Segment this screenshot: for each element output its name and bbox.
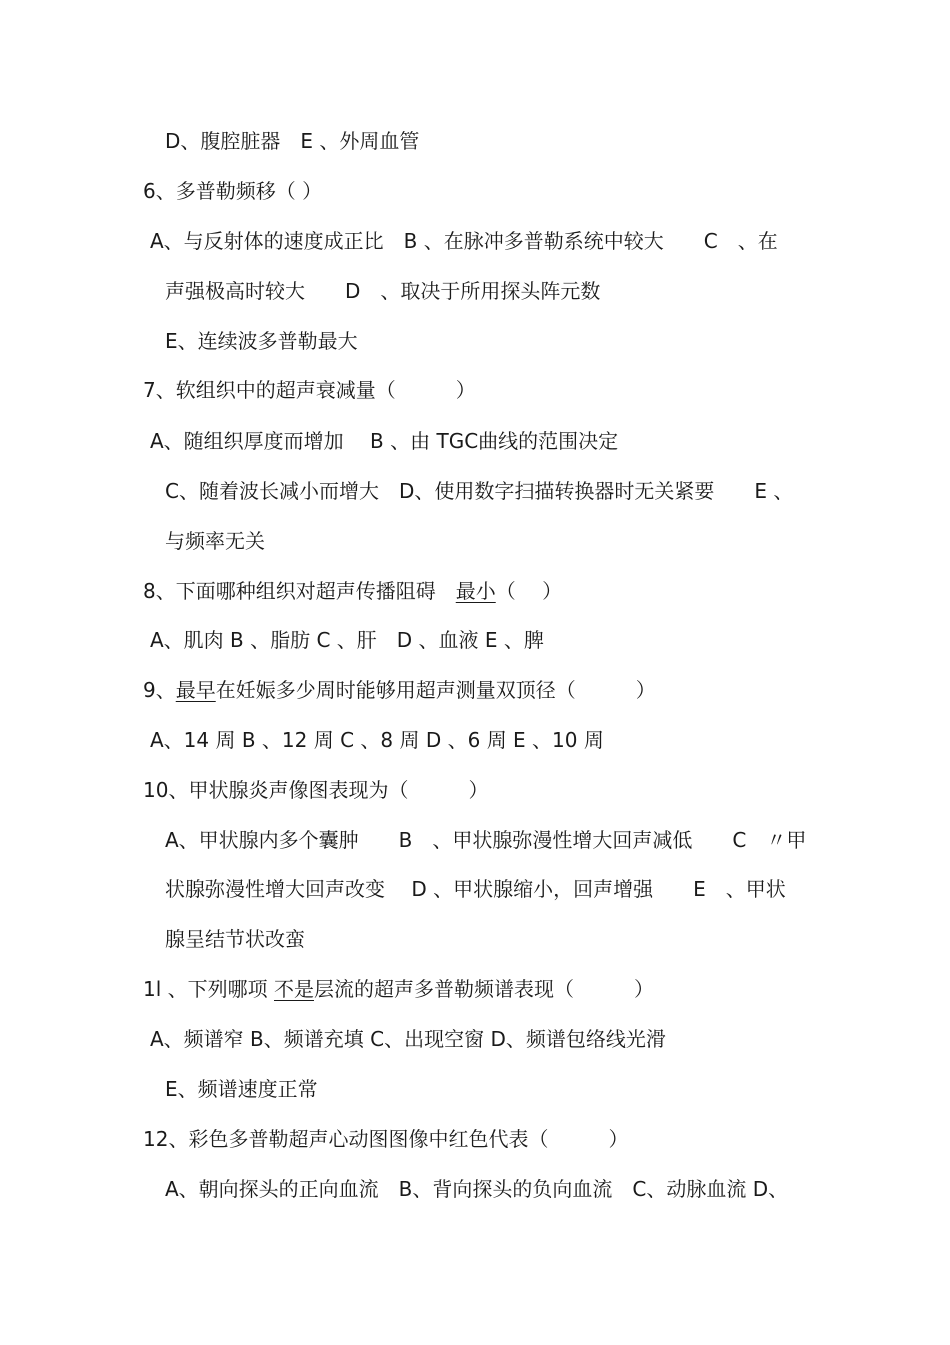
option-line-q11-abcd: A、频谱窄 B、频谱充填 C、出现空窗 D、频谱包络线光滑 [150,1027,666,1051]
question-9 [143,677,656,703]
question-9-number: 9、 [143,678,176,702]
option-line-q8: A、肌肉 B 、脂肪 C 、肝 D 、血液 E 、脾 [150,628,544,652]
option-line-q6-abc: A、与反射体的速度成正比 B 、在脉冲多普勒系统中较大 C 、在 [150,229,778,253]
question-8-paren: （ ） [495,579,563,603]
option-line-q7-e-cont: 与频率无关 [165,529,265,553]
question-12: 12、彩色多普勒超声心动图图像中红色代表（ ） [143,1127,629,1151]
option-line-q10-cde: 状腺弥漫性增大回声改变 D 、甲状腺缩小，回声增强 E 、甲状 [165,877,786,901]
question-11-text-rest: 层流的超声多普勒频谱表现（ ） [314,977,654,1001]
option-line-q5-de: D、腹腔脏器 E 、外周血管 [165,129,420,153]
question-11-underlined: 不是 [274,977,314,1001]
option-line-q12-abcd: A、朝向探头的正向血流 B、背向探头的负向血流 C、动脉血流 D、 [165,1177,789,1201]
option-line-q6-e: E、连续波多普勒最大 [165,329,358,353]
question-6: 6、多普勒频移（ ） [143,179,323,203]
question-8 [143,578,562,604]
question-9-underlined: 最早 [175,678,216,702]
question-8-text: 8、下面哪种组织对超声传播阻碍 [143,579,456,603]
question-8-underlined: 最小 [455,579,496,603]
option-line-q11-e: E、频谱速度正常 [165,1077,318,1101]
option-line-q9: A、14 周 B 、12 周 C 、8 周 D 、6 周 E 、10 周 [150,728,604,752]
question-7: 7、软组织中的超声衰减量（ ） [143,378,476,402]
question-11 [143,976,654,1002]
option-line-q10-abc: A、甲状腺内多个囊肿 B 、甲状腺弥漫性增大回声减低 C 〃甲 [165,828,807,852]
option-line-q6-cd: 声强极高时较大 D 、取决于所用探头阵元数 [165,279,601,303]
option-line-q7-ab: A、随组织厚度而增加 B 、由 TGC曲线的范围决定 [150,429,619,453]
question-11-text: 1l 、下列哪项 [143,977,274,1001]
option-line-q7-cde: C、随着波长减小而增大 D、使用数字扫描转换器时无关紧要 E 、 [165,479,794,503]
option-line-q10-e-cont: 腺呈结节状改蛮 [165,927,305,951]
question-9-text: 在妊娠多少周时能够用超声测量双顶径（ ） [215,678,656,702]
question-10: 10、甲状腺炎声像图表现为（ ） [143,778,489,802]
